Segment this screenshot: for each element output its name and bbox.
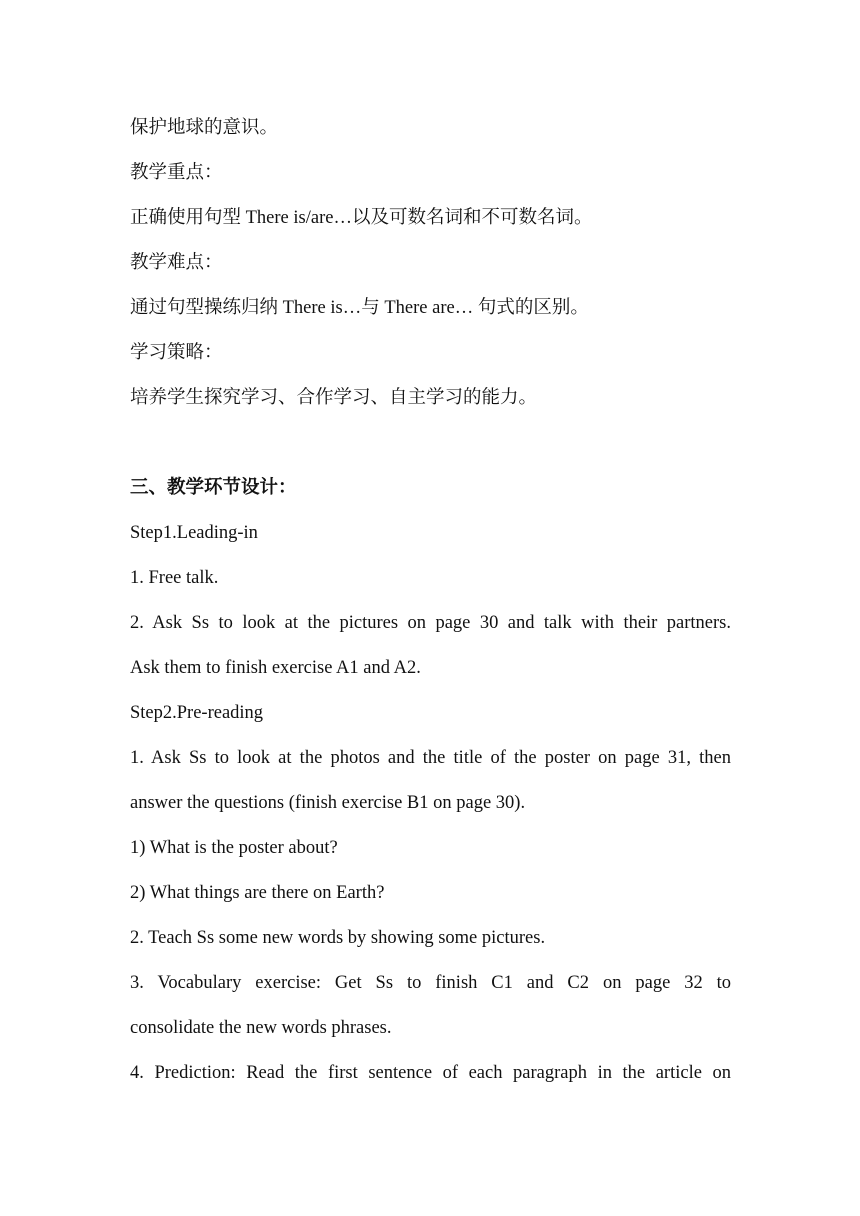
text-line: 培养学生探究学习、合作学习、自主学习的能力。 xyxy=(130,388,538,408)
list-item: 1. Ask Ss to look at the photos and the title of the poster on page 31, then xyxy=(130,748,731,768)
text-line: 通过句型操练归纳 There is…与 There are… 句式的区别。 xyxy=(130,298,589,318)
learning-strategy-heading: 学习策略： xyxy=(130,343,223,363)
list-item-continuation: consolidate the new words phrases. xyxy=(130,1018,392,1038)
list-item: 2. Teach Ss some new words by showing some pictures. xyxy=(130,928,546,948)
teaching-focus-heading: 教学重点： xyxy=(130,163,223,183)
text-line: 正确使用句型 There is/are…以及可数名词和不可数名词。 xyxy=(130,208,593,228)
list-item: 3. Vocabulary exercise: Get Ss to finish C1 and C2 on page 32 to xyxy=(130,973,731,993)
question-item: 1) What is the poster about? xyxy=(130,838,338,858)
step2-heading: Step2.Pre-reading xyxy=(130,703,264,723)
list-item-continuation: answer the questions (finish exercise B1 on page 30). xyxy=(130,793,526,813)
step1-heading: Step1.Leading-in xyxy=(130,523,258,543)
list-item: 4. Prediction: Read the first sentence of each paragraph in the article on xyxy=(130,1063,731,1083)
list-item: 1. Free talk. xyxy=(130,568,219,588)
teaching-difficulty-heading: 教学难点： xyxy=(130,253,223,273)
text-line: 保护地球的意识。 xyxy=(130,118,279,138)
list-item-continuation: Ask them to finish exercise A1 and A2. xyxy=(130,658,421,678)
list-item: 2. Ask Ss to look at the pictures on page 30 and talk with their partners. xyxy=(130,613,731,633)
question-item: 2) What things are there on Earth? xyxy=(130,883,385,903)
section-heading: 三、教学环节设计： xyxy=(130,478,297,498)
